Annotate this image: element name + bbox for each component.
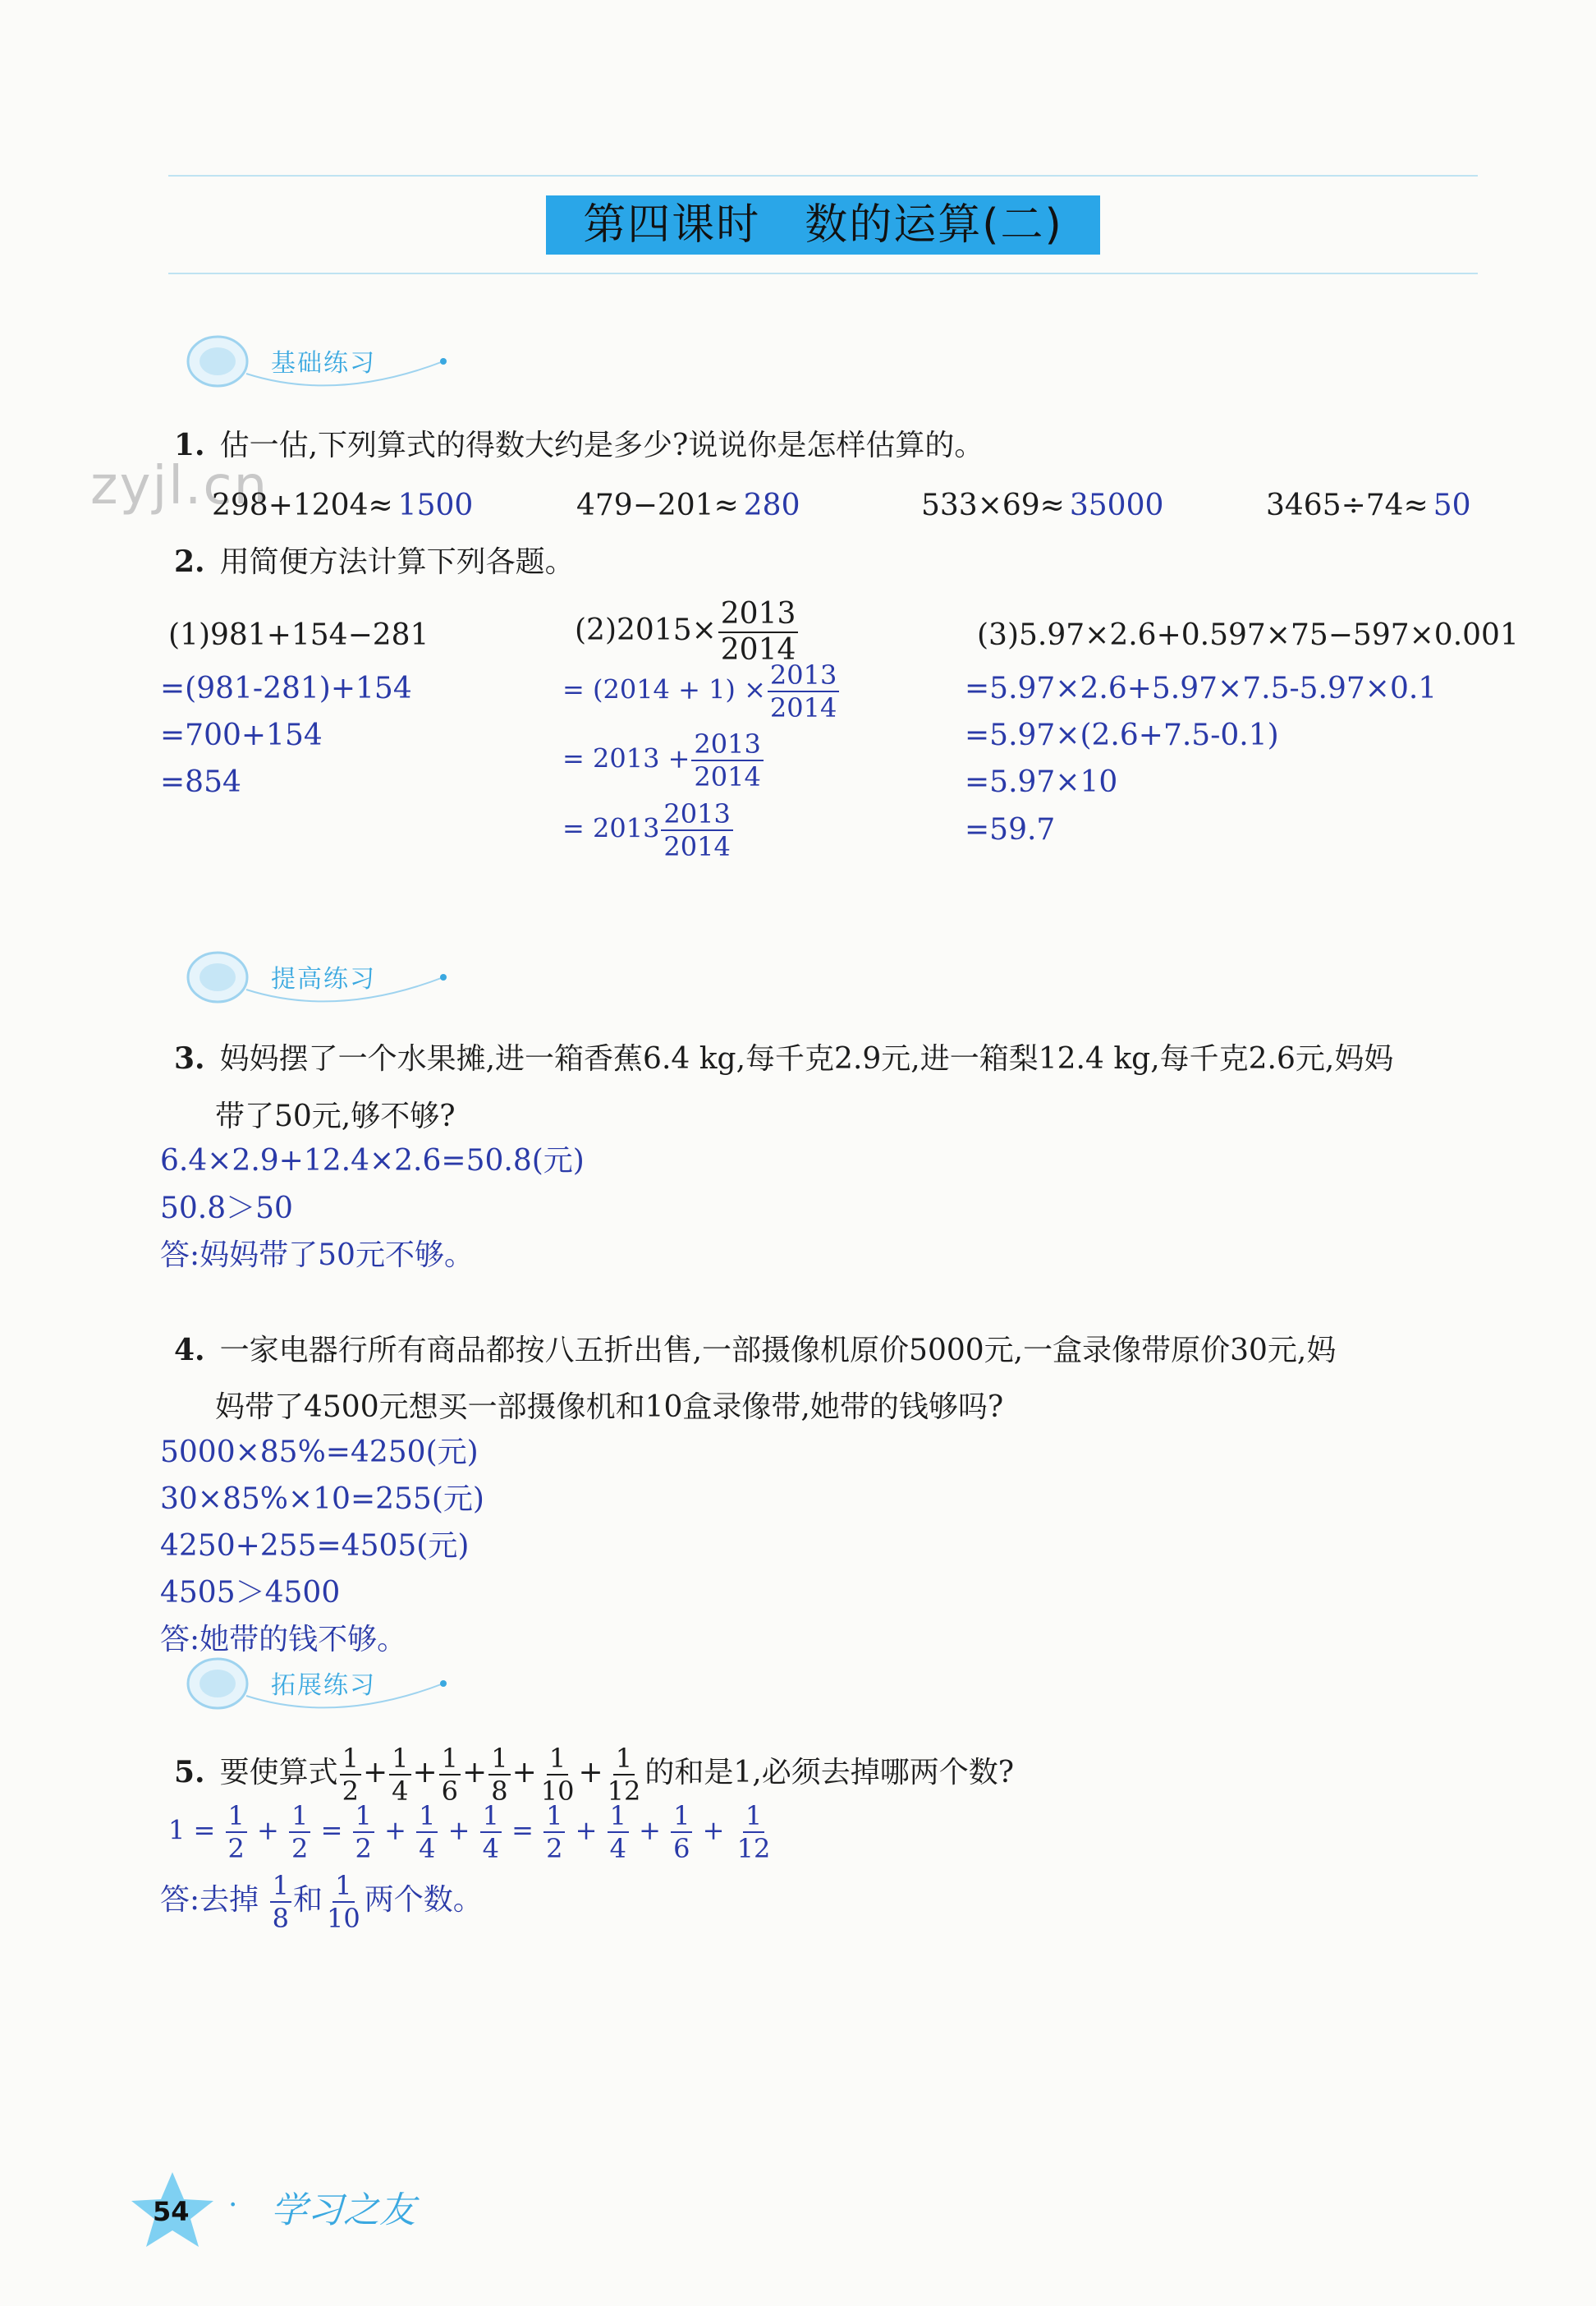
page-title: 第四课时 数的运算(二) xyxy=(546,195,1100,255)
q3-answer-2: 50.8＞50 xyxy=(160,1192,293,1225)
q2-part3-step-3: =5.97×10 xyxy=(965,765,1118,799)
question-5: 5. 要使算式 $\frac{1}{2}$ + $\frac{1}{4}$ + $\frac{1}{6}$ + $\frac{1}{8}$ + $\frac{1}{10}$ + $\frac{1}{12}$ 的和是1,必须去掉哪两个数? xyxy=(174,1743,1014,1807)
q1-item-4-expr: 3465÷74≈ xyxy=(1266,489,1429,522)
q5-answer: 答:去掉 $\frac{1}{8}$ 和 $\frac{1}{10}$ 两个数。 xyxy=(160,1870,483,1934)
question-5-number: 5. xyxy=(174,1755,205,1789)
q2-part2-frac-num: 2013 xyxy=(718,599,799,633)
q4-answer-4: 4505＞4500 xyxy=(160,1576,341,1610)
q2-part2-step-3-frac-den: 2014 xyxy=(663,831,731,862)
q1-item-2-expr: 479−201≈ xyxy=(576,489,739,522)
question-4-line-1: 一家电器行所有商品都按八五折出售,一部摄像机原价5000元,一盒录像带原价30元,妈 xyxy=(219,1334,1337,1367)
q2-part3-step-4: =59.7 xyxy=(965,813,1056,847)
section-improve-header xyxy=(172,940,468,1014)
q5-frac-3-den: 6 xyxy=(441,1775,459,1807)
q5-frac-6-den: 12 xyxy=(607,1775,641,1807)
question-4-line-2: 妈带了4500元想买一部摄像机和10盒录像带,她带的钱够吗? xyxy=(215,1390,1004,1424)
section-basic-header xyxy=(172,324,468,398)
q5-frac-2-den: 4 xyxy=(392,1775,409,1807)
q5-answer-prefix: 答:去掉 xyxy=(160,1883,259,1917)
q1-item-3 xyxy=(921,486,1163,526)
question-2-number: 2. xyxy=(174,544,205,579)
q1-item-4 xyxy=(1266,486,1471,526)
q5-answer-frac-1-den: 8 xyxy=(272,1903,289,1934)
q5-answer-suffix: 两个数。 xyxy=(364,1883,483,1917)
q1-item-3-expr: 533×69≈ xyxy=(921,489,1065,522)
q1-item-1-answer: 1500 xyxy=(397,489,474,522)
page-number-badge xyxy=(123,2168,222,2250)
question-3 xyxy=(174,1039,1393,1079)
q2-part2-frac-den: 2014 xyxy=(720,633,796,667)
question-3-line-2: 带了50元,够不够? xyxy=(215,1100,456,1133)
section-basic-label: 基础练习 xyxy=(271,349,376,378)
question-3-number: 3. xyxy=(174,1041,205,1076)
q2-part1-step-3: =854 xyxy=(160,765,241,799)
q2-part2-step-2-frac-den: 2014 xyxy=(694,761,761,792)
q2-part2-label xyxy=(575,599,800,665)
q2-part2-step-1-frac-den: 2014 xyxy=(769,692,837,723)
question-5-suffix: 的和是1,必须去掉哪两个数? xyxy=(644,1756,1014,1789)
footer-dot: · xyxy=(228,2189,238,2222)
q2-part2-step-1-text: = (2014 + 1) × xyxy=(562,673,766,705)
section-improve-label: 提高练习 xyxy=(271,965,376,994)
q1-item-2-answer: 280 xyxy=(743,489,800,522)
q4-answer-2: 30×85%×10=255(元) xyxy=(160,1482,484,1516)
footer-brand: 学习之友 xyxy=(271,2189,415,2231)
q2-part2-step-1-frac-num: 2013 xyxy=(768,662,839,692)
q5-answer-equation: 1 = $\frac{1}{2}$ + $\frac{1}{2}$ = $\frac{1}{2}$ + $\frac{1}{4}$ + $\frac{1}{4}$ = $\frac{1}{2}$ + $\frac{1}{4}$ + $\frac{1}{6}$ + $\frac{1}{12}$ xyxy=(168,1800,771,1864)
q2-part3-step-1: =5.97×2.6+5.97×7.5-5.97×0.1 xyxy=(965,672,1438,705)
page-number: 54 xyxy=(153,2196,190,2227)
q2-part1-step-1: =(981-281)+154 xyxy=(160,672,412,705)
question-3-line-1: 妈妈摆了一个水果摊,进一箱香蕉6.4 kg,每千克2.9元,进一箱梨12.4 kg,每千克2.6元,妈妈 xyxy=(219,1042,1394,1076)
question-2 xyxy=(174,542,575,582)
q2-part2-step-2-text: = 2013 + xyxy=(562,742,690,774)
q2-part2-step-1 xyxy=(562,659,841,723)
q2-part2-label-text: (2)2015× xyxy=(575,613,717,647)
question-4-number: 4. xyxy=(174,1333,205,1367)
question-4 xyxy=(174,1330,1336,1371)
q1-item-3-answer: 35000 xyxy=(1069,489,1164,522)
q5-frac-5-den: 10 xyxy=(540,1775,575,1807)
q1-item-2 xyxy=(576,486,800,526)
section-extend-label: 拓展练习 xyxy=(271,1671,376,1700)
q2-part2-step-2-frac-num: 2013 xyxy=(691,731,763,761)
q2-part2-step-3-text: = 2013 xyxy=(562,812,660,844)
q3-answer-1: 6.4×2.9+12.4×2.6=50.8(元) xyxy=(160,1144,585,1178)
q2-part1-step-2: =700+154 xyxy=(160,719,323,752)
q1-item-1 xyxy=(212,486,473,526)
question-2-text: 用简便方法计算下列各题。 xyxy=(219,545,575,579)
q4-answer-3: 4250+255=4505(元) xyxy=(160,1529,470,1563)
title-rule-bottom xyxy=(168,273,1478,274)
q3-answer-3: 答:妈妈带了50元不够。 xyxy=(160,1238,474,1272)
q2-part3-label: (3)5.97×2.6+0.597×75−597×0.001 xyxy=(977,618,1519,652)
q2-part3-step-2: =5.97×(2.6+7.5-0.1) xyxy=(965,719,1279,752)
q1-item-4-answer: 50 xyxy=(1433,489,1471,522)
q5-answer-and: 和 xyxy=(292,1883,323,1917)
q2-part1-label: (1)981+154−281 xyxy=(168,618,429,652)
q2-part2-step-3 xyxy=(562,798,735,862)
question-1-number: 1. xyxy=(174,428,205,462)
q2-part2-step-2 xyxy=(562,728,765,792)
q4-answer-1: 5000×85%=4250(元) xyxy=(160,1436,479,1469)
q5-frac-4-den: 8 xyxy=(491,1775,508,1807)
section-extend-header xyxy=(172,1647,468,1720)
question-1 xyxy=(174,425,984,466)
q1-item-1-expr: 298+1204≈ xyxy=(212,489,393,522)
title-rule-top xyxy=(168,175,1478,177)
q5-answer-frac-2-den: 10 xyxy=(326,1903,360,1934)
q4-answer-5: 答:她带的钱不够。 xyxy=(160,1623,407,1656)
question-5-prefix: 要使算式 xyxy=(219,1756,338,1789)
question-1-text: 估一估,下列算式的得数大约是多少?说说你是怎样估算的。 xyxy=(219,429,984,462)
q2-part2-step-3-frac-num: 2013 xyxy=(661,801,732,831)
watermark: zyjl.cn xyxy=(90,456,269,517)
q5-frac-1-den: 2 xyxy=(342,1775,359,1807)
